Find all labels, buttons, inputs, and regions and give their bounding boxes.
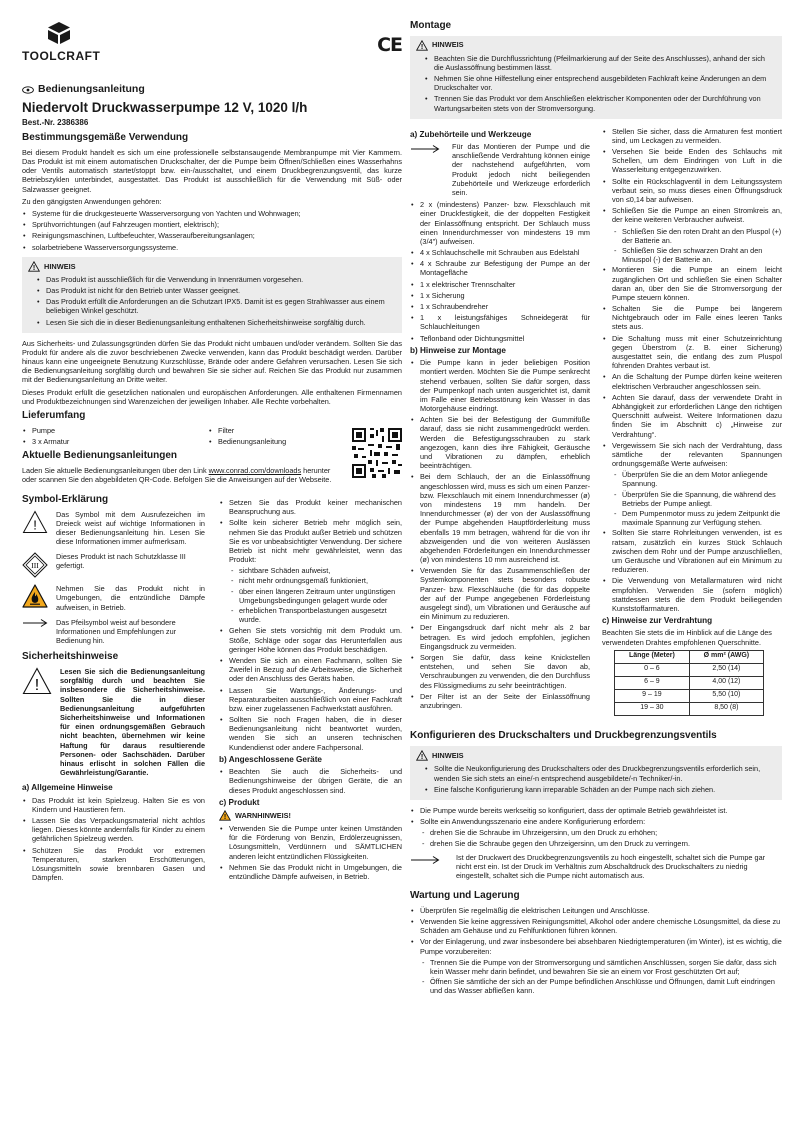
- hints-heading: b) Hinweise zur Montage: [410, 345, 506, 355]
- svg-text:!: !: [34, 677, 40, 695]
- downloads-link[interactable]: www.conrad.com/downloads: [208, 465, 302, 475]
- arrow-right-icon: [22, 618, 48, 628]
- connected-heading: b) Angeschlossene Geräte: [219, 754, 322, 764]
- notice-list: [416, 764, 776, 794]
- doc-type: Bedienungsanleitung: [38, 83, 145, 95]
- exclamation-triangle-icon: [22, 667, 52, 695]
- notice-header: [416, 750, 776, 761]
- battery-list: [612, 227, 782, 265]
- list-item: • Pumpe: [22, 426, 208, 435]
- general-heading: a) Allgemeine Hinweise: [22, 783, 113, 793]
- lower-left-columns: [22, 490, 402, 884]
- list-item: • Versehen Sie beide Enden des Schlauchs mit Schellen, um dem Eindringen von Luft in die Wasserleitung entgegenzuwirken.: [602, 147, 782, 175]
- sub-column-a: [22, 490, 205, 884]
- list-item: - Öffnen Sie sämtliche der sich an der Pumpe befindlichen Anschlüsse und Öffnungen, damit Luft eindringen und das Wasser abfließen kann.: [420, 977, 782, 995]
- list-item: • solarbetriebene Wasserversorgungssysteme.: [22, 243, 402, 252]
- svg-text:!: !: [33, 517, 37, 533]
- list-item: • Die Schaltung muss mit einer Schutzeinrichtung gegen Überstrom (z. B. einer Sicherung) ausgestattet sein, die entlang des zum Pluspol führenden Drahtes verbaut ist.: [602, 334, 782, 371]
- list-item: • An die Schaltung der Pumpe dürfen keine weiteren elektrischen Verbraucher angeschlossen sein.: [602, 372, 782, 390]
- accessories-heading: a) Zubehörteile und Werkzeuge: [410, 129, 532, 139]
- accessories-note: Für das Montieren der Pumpe und die anschließende Verdrahtung können einige der nachstehend aufgeführten, vom Produkt jedoch nicht beiliegenden Zubehörteile und Werkzeuge erforderlich sein.: [452, 142, 590, 197]
- symbol-row: [22, 510, 205, 547]
- intended-use-heading: Bestimmungsgemäße Verwendung: [22, 132, 189, 144]
- montage-notice-box: [410, 36, 782, 119]
- brand-name: TOOLCRAFT: [22, 49, 101, 64]
- brand-logo: [22, 20, 101, 64]
- flammable-icon: [22, 584, 48, 608]
- list-item: • Das Produkt ist nicht für den Betrieb unter Wasser geeignet.: [36, 286, 396, 295]
- delivery-list-right: [208, 426, 286, 448]
- table-cell: 2,50 (14): [689, 663, 763, 676]
- notice-box: [22, 257, 402, 333]
- list-item: • Schützen Sie das Produkt vor extremen Temperaturen, starken Erschütterungen, Lösungsmitteln sowie brennbaren Gasen und Dämpfen.: [22, 846, 205, 883]
- voltage-check-list: [612, 470, 782, 527]
- list-item: - Überprüfen Sie die an dem Motor anliegende Spannung.: [612, 470, 782, 488]
- list-item: - erheblichen Transportbelastungen ausgesetzt wurde.: [229, 606, 402, 624]
- list-item: - nicht mehr ordnungsgemäß funktioniert,: [229, 576, 402, 585]
- warning-triangle-icon: [416, 40, 428, 51]
- symbol-text: Das Pfeilsymbol weist auf besondere Informationen und Empfehlungen zur Bedienung hin.: [56, 617, 177, 646]
- protection-class-3-icon: [22, 552, 48, 578]
- list-item: • Lassen Sie das Verpackungsmaterial nicht achtlos liegen. Dieses könnte andernfalls für Kinder zu einem gefährlichen Spielzeug werden.: [22, 816, 205, 844]
- header: [22, 20, 402, 72]
- list-item: • Lassen Sie Wartungs-, Änderungs- und Reparaturarbeiten ausschließlich von einer Fachkraft bzw. einer zugelassenen Fachwerkstatt ausführen.: [219, 686, 402, 714]
- config-heading: Konfigurieren des Druckschalters und Druckbegrenzungsventils: [410, 729, 717, 741]
- safety-list: [219, 498, 402, 564]
- svg-text:!: !: [223, 814, 227, 822]
- applications-list: [22, 209, 402, 252]
- montage-columns: [410, 127, 782, 716]
- hints-list: [410, 358, 590, 710]
- list-item: • Gehen Sie stets vorsichtig mit dem Produkt um. Stöße, Schläge oder sogar das Herunterfallen aus geringer Höhe können das Produkt beschädigen.: [219, 626, 402, 654]
- list-item: • Bei dem Schlauch, der an die Einlassöffnung angeschlossen wird, muss es sich um einen Panzer- bzw. Flexschlauch mit einem Innendurchmesser (ø) von mindestens 19 mm handeln. Der Innendurchmesser (ø) der von der Auslassöffnung der Pumpe abgehenden Hauptförderleitung muss ebenfalls 19 mm betragen, während für die von ihr abzweigenden und die von weiteren Auslässen abgehenden Förderleitungen ein Innendurchmesser (ø) von mindestens 10 mm ausreichend ist.: [410, 472, 590, 564]
- table-header-row: [615, 650, 764, 663]
- config-arrow-note-row: [410, 853, 782, 881]
- list-item: • 2 x (mindestens) Panzer- bzw. Flexschlauch mit einer Druckfestigkeit, die der doppelten Festigkeit der Einlassöffnung entspricht. Der Schlauch muss einen Innendurchmesser von mindestens 19 mm (3/4") aufweisen.: [410, 200, 590, 246]
- list-item: • Verwenden Sie keine aggressiven Reinigungsmittel, Alkohol oder andere chemische Lösungsmittel, da diese zu Schäden am Gehäuse und zu Fehlfunktionen führen können.: [410, 917, 782, 935]
- list-item: • Der Filter ist an der Seite der Einlassöffnung anzubringen.: [410, 692, 590, 710]
- safety-intro: Lesen Sie sich die Bedienungsanleitung sorgfältig durch und beachten Sie insbesondere die Sicherheitshinweise. Sollten Sie die in dieser Bedienungsanleitung aufgeführten Sicherheitshinweise und Informationen für einen ordnungsgemäßen Gebrauch nicht beachten, übernehmen wir keine Haftung für daraus resultierende Personen- oder Sachschäden. Darüber hinaus erlischt in solchen Fällen die Gewährleistung/Garantie.: [60, 667, 205, 778]
- list-item: - Trennen Sie die Pumpe von der Stromversorgung und sämtlichen Anschlüssen, sorgen Sie dafür, dass sich kein Wasser mehr darin befindet, und bewahren Sie sie an einem vor Frost geschützten Ort auf;: [420, 958, 782, 976]
- arrow-right-icon: [410, 855, 440, 865]
- toolcraft-logo-icon: [46, 20, 72, 46]
- list-item: • Sollten Sie starre Rohrleitungen verwenden, ist es ratsam, zusätzlich ein kurzes Stück Schlauch zwischen dem Rohr und der Pumpe anzuschließen, um Geräusche und Vibrationen auf ein Minimum zu reduzieren.: [602, 528, 782, 574]
- maintenance-heading: Wartung und Lagerung: [410, 890, 520, 902]
- config-notice-box: [410, 746, 782, 800]
- list-item: • Nehmen Sie das Produkt nicht in Umgebungen, die entzündliche Dämpfe aufweisen, in Betrieb.: [219, 863, 402, 881]
- list-item: - Schließen Sie den roten Draht an den Pluspol (+) der Batterie an.: [612, 227, 782, 245]
- list-item: • Bedienungsanleitung: [208, 437, 286, 446]
- list-item: • Achten Sie bei der Befestigung der Gummifüße darauf, dass sie nicht zusammengedrückt werden. Werden die Befestigungsschrauben zu stark angezogen, kann dies ihre Fähigkeit, Geräusche und Vibrationen zu dämpfen, erheblich beeinträchtigen.: [410, 415, 590, 470]
- list-item: • Eine falsche Konfigurierung kann irreparable Schäden an der Pumpe nach sich ziehen.: [424, 785, 776, 794]
- table-cell: 19 – 30: [615, 702, 690, 715]
- warning-triangle-icon: [416, 750, 428, 761]
- applications-intro: Zu den gängigsten Anwendungen gehören:: [22, 196, 162, 206]
- list-item: - Dem Pumpenmotor muss zu jedem Zeitpunkt die maximale Spannung zur Verfügung stehen.: [612, 509, 782, 527]
- notice-header: [416, 40, 776, 51]
- current-manual-text-b: herunter oder scannen Sie den abgebildeten QR-Code. Befolgen Sie die Anweisungen auf der Webseite.: [22, 465, 332, 484]
- list-item: • Sollte kein sicherer Betrieb mehr möglich sein, nehmen Sie das Produkt außer Betrieb und schützen Sie es vor unbeabsichtigter Verwendung. Der sichere Betrieb ist nicht mehr gewährleistet, wenn das Produkt:: [219, 518, 402, 564]
- montage-sub-left: [410, 127, 590, 716]
- list-item: • Verwenden Sie die Pumpe unter keinen Umständen für die Förderung von Benzin, Erdölerzeugnissen, Lösungsmitteln, Verdünnern und SÄMTLICHEN anderen leicht entzündlichen Flüssigkeiten.: [219, 824, 402, 861]
- table-row: [615, 689, 764, 702]
- modification-text: Aus Sicherheits- und Zulassungsgründen dürfen Sie das Produkt nicht umbauen und/oder verändern. Sollten Sie das Produkt für andere als die zuvor beschriebenen Zwecke verwenden, kann das Produkt beschädigt werden. Darüber hinaus kann eine ungeeignete Benutzung Kurzschlüsse, Brände oder andere Gefahren verursachen. Lesen Sie sich die Bedienungsanleitung sorgfältig durch und bewahren Sie sie sicher auf. Reichen Sie das Produkt nur zusammen mit der Bedienungsanleitung an Dritte weiter.: [22, 338, 402, 385]
- list-item: • Die Pumpe kann in jeder beliebigen Position montiert werden. Möchten Sie die Pumpe senkrecht stehend verbauen, sollten Sie dafür sorgen, dass der Pumpenkopf nach unten ausgerichtet ist, damit im Falle einer Betriebsstörung kein Wasser in das Motorgehäuse eindringt.: [410, 358, 590, 413]
- list-item: • Das Produkt erfüllt die Anforderungen an die Schutzart IPX5. Damit ist es gegen Strahlwasser aus einem beliebigen Winkel geschützt.: [36, 297, 396, 315]
- list-item: • Die Pumpe wurde bereits werkseitig so konfiguriert, dass der optimale Betrieb gewährleistet ist.: [410, 806, 782, 815]
- sub-column-b: [219, 490, 402, 884]
- svg-text:!: !: [420, 43, 424, 51]
- current-manual-heading: Aktuelle Bedienungsanleitungen: [22, 449, 178, 461]
- notice-title: HINWEIS: [44, 261, 76, 271]
- table-cell: 5,50 (10): [689, 689, 763, 702]
- wiring-list: [602, 127, 782, 225]
- class3-label: III: [31, 561, 39, 571]
- current-manual-text-a: Laden Sie aktuelle Bedienungsanleitungen über den Link: [22, 465, 209, 475]
- list-item: • Beachten Sie die Durchflussrichtung (Pfeilmarkierung auf der Seite des Anschlusses), anhand der sich die Auslassöffnung bestimmen lässt.: [424, 54, 776, 72]
- right-column: [410, 20, 782, 997]
- symbol-text: Nehmen Sie das Produkt nicht in Umgebungen, die entzündliche Dämpfe aufweisen, in Betrieb.: [56, 584, 205, 612]
- warning-flame-icon: [219, 810, 231, 821]
- accessories-list: [410, 200, 590, 343]
- list-item: • Beachten Sie auch die Sicherheits- und Bedienungshinweise der übrigen Geräte, die an dieses Produkt angeschlossen sind.: [219, 767, 402, 795]
- maintenance-list: [410, 906, 782, 956]
- screw-direction-list: [420, 828, 782, 847]
- current-manual-section: [22, 448, 402, 487]
- wire-cross-section-table: [614, 650, 764, 716]
- svg-text:!: !: [32, 264, 36, 272]
- symbol-row: [22, 618, 205, 646]
- list-item: - drehen Sie die Schraube gegen den Uhrzeigersinn, um den Druck zu verringern.: [420, 839, 782, 848]
- intended-use-text: Bei diesem Produkt handelt es sich um eine professionelle selbstansaugende Membranpumpe mit Vier Kammern. Das Produkt ist mit einem automatischen Druckschalter, der die Pumpe beim Öffnen/Schließen eines Wasserhahns oder Ventils automatisch startet/stoppt bzw. ein-/ausschaltet, und einem Druckbegrenzungsventil, das kurze Betriebszyklen unterbindet, ausgestattet. Das Produkt ist ausschließlich für die Verwendung mit Süß- oder Salzwasser geeignet.: [22, 147, 402, 194]
- piping-list: [602, 528, 782, 613]
- notice-title: HINWEIS: [432, 40, 464, 50]
- table-row: [615, 676, 764, 689]
- eye-icon: [22, 86, 34, 94]
- safety-heading: Sicherheitshinweise: [22, 651, 119, 663]
- table-row: [615, 702, 764, 715]
- table-header: Ø mm² (AWG): [689, 650, 763, 663]
- warning-mark: !: [288, 810, 291, 820]
- list-item: - über einen längeren Zeitraum unter ungünstigen Umgebungsbedingungen gelagert wurde oder: [229, 587, 402, 605]
- list-item: • Teflonband oder Dichtungsmittel: [410, 334, 590, 343]
- config-list: [410, 806, 782, 826]
- list-item: • Schließen Sie die Pumpe an einen Stromkreis an, der keine weiteren Verbraucher aufweist.: [602, 206, 782, 224]
- arrow-right-icon: [410, 144, 440, 154]
- symbol-row: [22, 584, 205, 612]
- symbol-text: Das Symbol mit dem Ausrufezeichen im Dreieck weist auf wichtige Informationen in dieser Bedienungsanleitung hin. Lesen Sie diese Informationen immer aufmerksam.: [56, 509, 205, 547]
- compliance-text: Dieses Produkt erfüllt die gesetzlichen nationalen und europäischen Anforderungen. Alle enthaltenen Firmennamen und Produktbezeichnungen sind Warenzeichen der jeweiligen Inhaber. Alle Rechte vorbehalten.: [22, 387, 402, 406]
- list-item: • Trennen Sie das Produkt vor dem Anschließen elektrischer Komponenten oder der Durchführung von Wartungsarbeiten stets von der Stromversorgung.: [424, 94, 776, 112]
- table-header: Länge (Meter): [615, 650, 690, 663]
- order-number: Best.-Nr. 2386386: [22, 118, 89, 128]
- table-cell: 4,00 (12): [689, 676, 763, 689]
- list-item: • Nehmen Sie ohne Hilfestellung einer entsprechend ausgebildeten Fachkraft keine Änderungen an dem Druckschalter vor.: [424, 74, 776, 92]
- list-item: • 1 x elektrischer Trennschalter: [410, 280, 590, 289]
- delivery-heading: Lieferumfang: [22, 410, 86, 422]
- list-item: • 3 x Armatur: [22, 437, 208, 446]
- doc-type-row: [22, 83, 402, 96]
- list-item: • Sollte die Neukonfigurierung des Druckschalters oder des Druckbegrenzungsventils erforderlich sein, wenden Sie sich stets an eine/-n entsprechend ausgebildete/-n Techniker/-in.: [424, 764, 776, 782]
- wiring-heading: c) Hinweise zur Verdrahtung: [602, 616, 713, 626]
- left-column: [22, 20, 402, 884]
- general-list: [22, 796, 205, 883]
- list-item: • Filter: [208, 426, 286, 435]
- list-item: • Sorgen Sie dafür, dass keine Knickstellen entstehen, und sehen Sie davon ab, Verschraubungen zu verwenden, die den Durchfluss des Flüssigmediums zu sehr beeinträchtigen.: [410, 653, 590, 690]
- table-cell: 0 – 6: [615, 663, 690, 676]
- notice-list: [416, 54, 776, 113]
- table-cell: 6 – 9: [615, 676, 690, 689]
- list-item: • Der Eingangsdruck darf nicht mehr als 2 bar betragen. Es wird jedoch empfohlen, jeglichen Eingangsdruck zu vermeiden.: [410, 623, 590, 651]
- warning-triangle-icon: [28, 261, 40, 272]
- warning-header: [219, 810, 402, 821]
- page-title: Niedervolt Druckwasserpumpe 12 V, 1020 l/h: [22, 100, 308, 116]
- list-item: • Das Produkt ist kein Spielzeug. Halten Sie es von Kindern und Haustieren fern.: [22, 796, 205, 814]
- wiring-list-2: [602, 265, 782, 468]
- list-item: • 1 x Sicherung: [410, 291, 590, 300]
- list-item: • Lesen Sie sich die in dieser Bedienungsanleitung enthaltenen Sicherheitshinweise sorgfältig durch.: [36, 318, 396, 327]
- connected-list: [219, 767, 402, 795]
- safety-intro-row: [22, 667, 205, 777]
- list-item: • Sollte ein Anwendungsszenario eine andere Konfigurierung erfordern:: [410, 817, 782, 826]
- list-item: • Überprüfen Sie regelmäßig die elektrischen Leitungen und Anschlüsse.: [410, 906, 782, 915]
- list-item: • Das Produkt ist ausschließlich für die Verwendung in Innenräumen vorgesehen.: [36, 275, 396, 284]
- delivery-list-left: [22, 426, 208, 448]
- wiring-text: Beachten Sie stets die im Hinblick auf die Länge des verwendeten Drahtes empfohlenen Querschnitte.: [602, 628, 772, 647]
- table-cell: 9 – 19: [615, 689, 690, 702]
- list-item: • Verwenden Sie für das Zusammenschließen der Systemkomponenten stets besonders robuste Panzer- bzw. Flexschläuche (die für das doppelte der auf der Pumpe angegebenen Förderleistung ausgelegt sind), um Vibrationen und Geräusche auf ein Minimum zu reduzieren.: [410, 566, 590, 621]
- list-item: • Die Verwendung von Metallarmaturen wird nicht empfohlen. Verwenden Sie (sofern möglich) stattdessen stets die dem Produkt beiliegenden Kunststoffarmaturen.: [602, 576, 782, 613]
- list-item: - Überprüfen Sie die Spannung, die während des Betriebs der Pumpe anliegt.: [612, 490, 782, 508]
- delivery-list: [22, 426, 402, 448]
- list-item: • Sollte ein Rückschlagventil in dem Leitungssystem verbaut sein, so muss dieses einen Öffnungsdruck von ≤0,14 bar aufweisen.: [602, 177, 782, 205]
- list-item: • Stellen Sie sicher, dass die Armaturen fest montiert sind, um Leckagen zu vermeiden.: [602, 127, 782, 145]
- accessories-note-row: [410, 142, 590, 197]
- list-item: • Setzen Sie das Produkt keiner mechanischen Beanspruchung aus.: [219, 498, 402, 516]
- product-list: [219, 824, 402, 881]
- list-item: • Vergewissern Sie sich nach der Verdrahtung, dass sämtliche der relevanten Spannungen ordnungsgemäße Werte aufweisen:: [602, 441, 782, 469]
- list-item: • Vor der Einlagerung, und zwar insbesondere bei absehbaren Niedrigtemperaturen (im Winter), ist es wichtig, die Pumpe vorzubereiten:: [410, 937, 782, 955]
- svg-text:!: !: [420, 754, 424, 762]
- list-item: • 4 x Schraube zur Befestigung der Pumpe an der Montagefläche: [410, 259, 590, 277]
- montage-heading: Montage: [410, 20, 452, 31]
- list-item: • 4 x Schlauchschelle mit Schrauben aus Edelstahl: [410, 248, 590, 257]
- list-item: • Schalten Sie die Pumpe bei längerem Nichtgebrauch oder im Falle eines leeren Tanks stets aus.: [602, 304, 782, 332]
- list-item: - drehen Sie die Schraube im Uhrzeigersinn, um den Druck zu erhöhen;: [420, 828, 782, 837]
- list-item: - sichtbare Schäden aufweist,: [229, 566, 402, 575]
- config-arrow-note: Ist der Druckwert des Druckbegrenzungsventils zu hoch eingestellt, schaltet sich die Pumpe gar nicht erst ein. Ist der Druck im Verhältnis zum Abschaltdruck des Druckschalters zu niedrig eingestellt, schaltet sich die Pumpe nicht automatisch aus.: [456, 852, 766, 881]
- symbols-heading: Symbol-Erklärung: [22, 493, 109, 505]
- symbol-text: Dieses Produkt ist nach Schutzklasse III gefertigt.: [56, 552, 186, 571]
- product-heading: c) Produkt: [219, 797, 260, 807]
- list-item: • Achten Sie darauf, dass der verwendete Draht in Abhängigkeit zur erforderlichen Länge den richtigen Querschnitt aufweist. Weitere Informationen dazu finden Sie im Abschnitt c) „Hinweise zur Verdrahtung“.: [602, 393, 782, 439]
- table-row: [615, 663, 764, 676]
- list-item: - Schließen Sie den schwarzen Draht an den Minuspol (-) der Batterie an.: [612, 246, 782, 264]
- notice-title: HINWEIS: [432, 751, 464, 761]
- table-cell: 8,50 (8): [689, 702, 763, 715]
- unsafe-conditions-list: [229, 566, 402, 624]
- ce-mark: CE: [377, 34, 402, 56]
- warning-title: WARNHINWEIS: [235, 810, 289, 820]
- current-manual-text: [22, 466, 346, 484]
- exclamation-triangle-icon: [22, 510, 48, 534]
- storage-prep-list: [420, 958, 782, 996]
- montage-sub-right: [602, 127, 782, 716]
- notice-header: [28, 261, 396, 272]
- list-item: • Montieren Sie die Pumpe an einem leicht zugänglichen Ort und schließen Sie einen Schalter daran an, über den Sie die Stromversorgung der Pumpe steuern können.: [602, 265, 782, 302]
- list-item: • Reinigungsmaschinen, Luftbefeuchter, Wasseraufbereitungsanlagen;: [22, 231, 402, 240]
- list-item: • Wenden Sie sich an einen Fachmann, sollten Sie Zweifel in Bezug auf die Arbeitsweise, die Sicherheit oder den Anschluss des Geräts haben.: [219, 656, 402, 684]
- notice-list: [28, 275, 396, 327]
- symbol-row: [22, 552, 205, 578]
- list-item: • Systeme für die druckgesteuerte Wasserversorgung von Yachten und Wohnwagen;: [22, 209, 402, 218]
- list-item: • 1 x Schraubendreher: [410, 302, 590, 311]
- safety-list-2: [219, 626, 402, 751]
- list-item: • Sprühvorrichtungen (auf Fahrzeugen montiert, elektrisch);: [22, 220, 402, 229]
- list-item: • Sollten Sie noch Fragen haben, die in dieser Bedienungsanleitung nicht beantwortet wurden, wenden Sie sich an unseren technischen Kundendienst oder andere Fachpersonal.: [219, 715, 402, 752]
- list-item: • 1 x leistungsfähiges Schneidegerät für Schlauchleitungen: [410, 313, 590, 331]
